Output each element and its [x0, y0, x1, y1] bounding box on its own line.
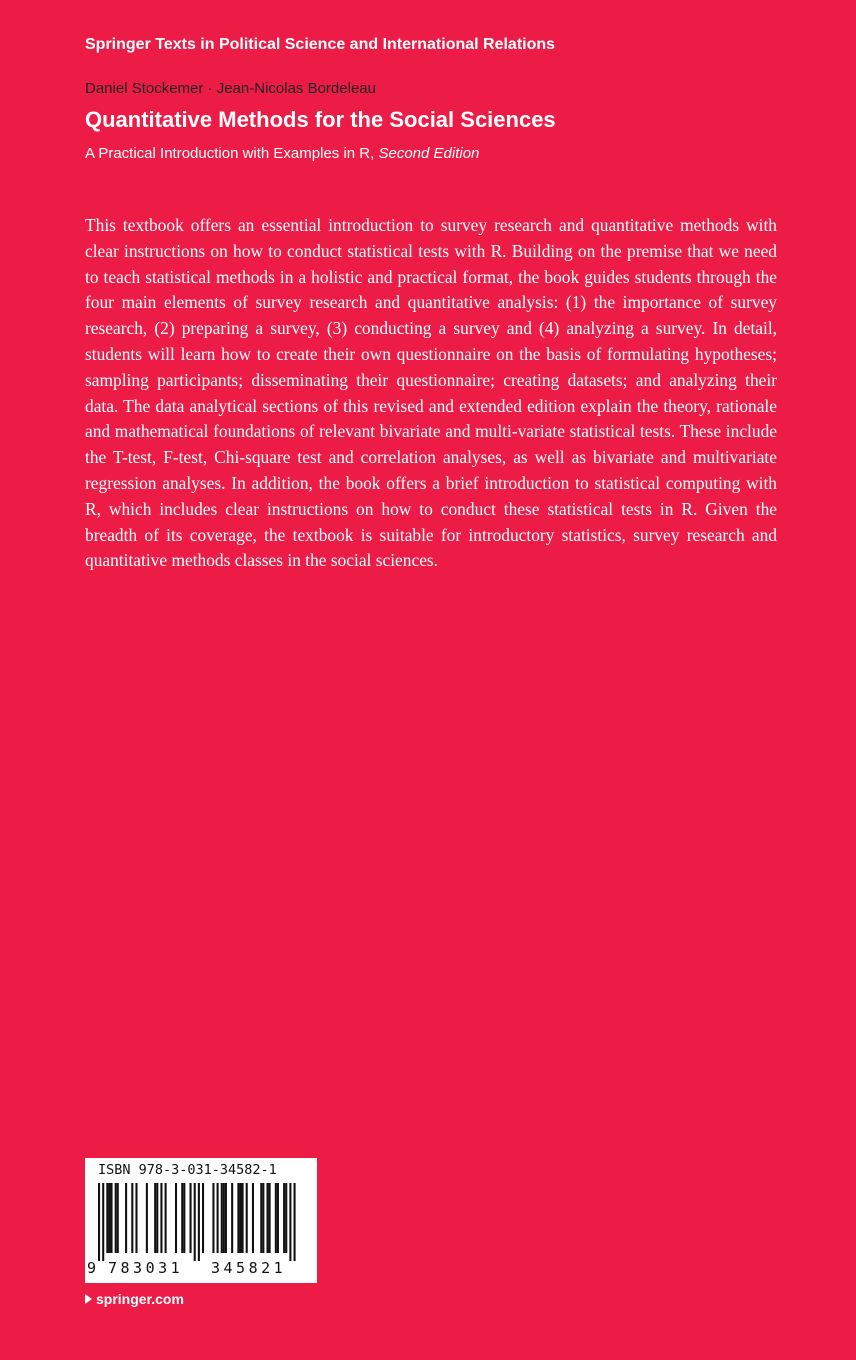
isbn-left-group: 783031 [108, 1259, 184, 1277]
barcode-bar [223, 1183, 225, 1253]
barcode-bar [135, 1183, 137, 1253]
barcode-bar [183, 1183, 185, 1253]
subtitle-edition: Second Edition [378, 145, 480, 162]
barcode-bar [190, 1183, 192, 1253]
barcode-bar [106, 1183, 108, 1253]
barcode-bar [110, 1183, 112, 1253]
barcode-bar [146, 1183, 148, 1253]
barcode-bar [202, 1183, 204, 1253]
isbn-barcode-box [85, 1158, 317, 1283]
barcode-bar [266, 1183, 268, 1253]
barcode-bar [260, 1183, 262, 1253]
book-description: This textbook offers an essential introduction to survey research and quantitative methods with clear instructions on how to conduct statistical tests with R. Building on the premise that we need to teach statistical methods in a holistic and practical format, the book guides students through the four main elements of survey research and quantitative analysis: (1) the importance of survey research, (2) preparing a survey, (3) conducting a survey and (4) analyzing a survey. In detail, students will learn how to create their own questionnaire on the basis of formulating hypotheses; sampling participants; disseminating their questionnaire; creating datasets; and analyzing their data. The data analytical sections of this revised and extended edition explain the theory, rationale and mathematical foundations of relevant bivariate and multi-variate statistical tests. These include the T-test, F-test, Chi-square test and correlation analyses, as well as bivariate and multivariate regression analyses. In addition, the book offers a brief introduction to statistical computing with R, which includes clear instructions on how to conduct these statistical tests in R. Given the breadth of its coverage, the textbook is suitable for introductory statistics, survey research and quantitative methods classes in the social sciences. [85, 215, 777, 571]
barcode-bar [175, 1183, 177, 1253]
isbn-right-group: 345821 [211, 1259, 287, 1277]
arrow-right-icon [85, 1294, 92, 1304]
barcode-bar [165, 1183, 167, 1253]
barcode-bar [239, 1183, 241, 1253]
barcode-bar [294, 1183, 296, 1261]
barcode [98, 1183, 304, 1261]
isbn-label: ISBN 978-3-031-34582-1 [98, 1162, 277, 1178]
barcode-bar [269, 1183, 271, 1253]
book-title: Quantitative Methods for the Social Sciences [85, 107, 556, 132]
barcode-bar [181, 1183, 183, 1253]
barcode-bar [102, 1183, 104, 1261]
barcode-bar [125, 1183, 127, 1253]
barcode-bar [194, 1183, 196, 1261]
barcode-bar [212, 1183, 214, 1253]
barcode-bar [285, 1183, 287, 1253]
barcode-bar [198, 1183, 200, 1261]
barcode-bar [242, 1183, 244, 1253]
authors: Daniel Stockemer · Jean-Nicolas Bordeleau [85, 80, 376, 97]
barcode-bar [154, 1183, 156, 1253]
barcode-bar [115, 1183, 117, 1253]
barcode-bar [221, 1183, 223, 1253]
barcode-bar [252, 1183, 254, 1253]
isbn-first-digit: 9 [87, 1259, 97, 1277]
barcode-bar [225, 1183, 227, 1253]
barcode-bar [275, 1183, 277, 1253]
book-subtitle [85, 145, 479, 162]
barcode-bar [160, 1183, 162, 1253]
barcode-bar [98, 1183, 100, 1261]
barcode-bar [277, 1183, 279, 1253]
subtitle-main: A Practical Introduction with Examples in R, [85, 145, 379, 162]
barcode-bar [246, 1183, 248, 1253]
barcode-bar [283, 1183, 285, 1253]
barcode-bar [231, 1183, 233, 1253]
barcode-bar [108, 1183, 110, 1253]
barcode-bar [262, 1183, 264, 1253]
series-title: Springer Texts in Political Science and International Relations [85, 36, 556, 53]
website-label: springer.com [96, 1291, 184, 1307]
barcode-bar [117, 1183, 119, 1253]
barcode-bar [131, 1183, 133, 1253]
barcode-bar [217, 1183, 219, 1253]
springer-link[interactable] [85, 1291, 184, 1307]
barcode-bar [237, 1183, 239, 1253]
barcode-bar [156, 1183, 158, 1253]
barcode-bar [289, 1183, 291, 1261]
